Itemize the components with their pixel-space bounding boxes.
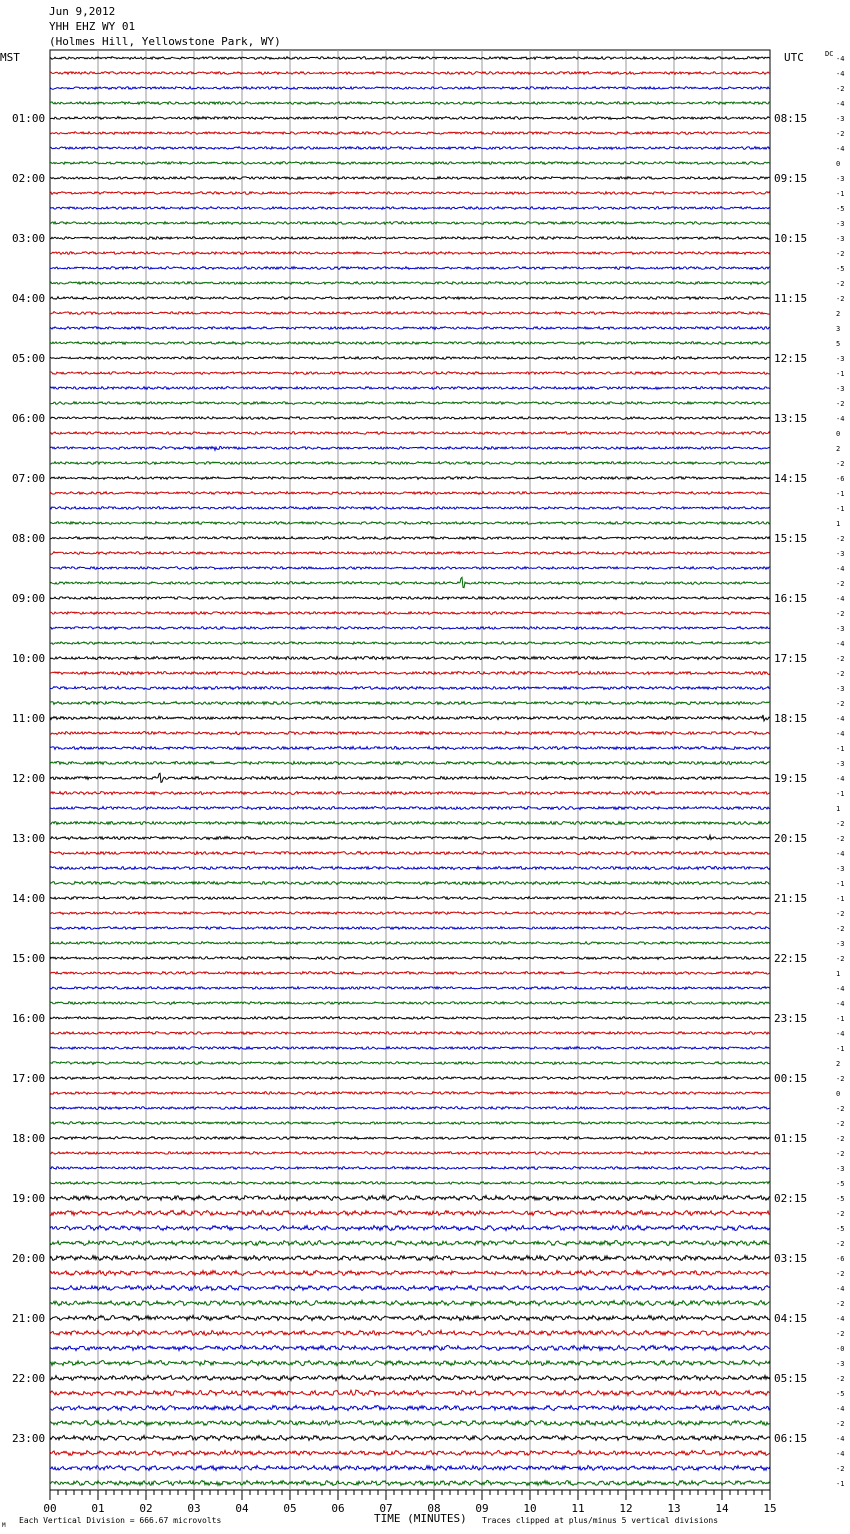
dc-offset-label: -2 xyxy=(836,1240,845,1248)
clip-note: Traces clipped at plus/minus 5 vertical divisions xyxy=(482,1516,719,1525)
seismic-trace xyxy=(50,417,770,420)
seismic-trace xyxy=(50,597,770,600)
dc-offset-label: -4 xyxy=(836,1405,845,1413)
seismic-trace xyxy=(50,642,770,645)
mst-hour-label: 06:00 xyxy=(12,412,46,425)
utc-hour-label: 14:15 xyxy=(774,472,808,485)
dc-offset-label: -0 xyxy=(836,1345,845,1353)
dc-offset-label: 1 xyxy=(836,970,841,978)
x-tick-label: 03 xyxy=(187,1502,201,1515)
dc-offset-label: 1 xyxy=(836,520,841,528)
seismic-trace xyxy=(50,1225,770,1230)
seismic-trace xyxy=(50,1360,770,1365)
utc-hour-label: 15:15 xyxy=(774,532,808,545)
seismic-trace xyxy=(50,1032,770,1035)
seismic-trace xyxy=(50,1092,770,1095)
dc-offset-label: -2 xyxy=(836,700,845,708)
seismic-trace xyxy=(50,1017,770,1020)
dc-offset-label: -4 xyxy=(836,1000,845,1008)
station-location: (Holmes Hill, Yellowstone Park, WY) xyxy=(49,35,281,48)
utc-hour-label: 23:15 xyxy=(774,1012,808,1025)
seismic-trace xyxy=(50,117,770,120)
seismic-trace xyxy=(50,1047,770,1050)
dc-offset-label: -3 xyxy=(836,385,845,393)
dc-offset-label: -3 xyxy=(836,235,845,243)
dc-offset-label: -2 xyxy=(836,1075,845,1083)
x-tick-label: 11 xyxy=(571,1502,585,1515)
dc-offset-label: -2 xyxy=(836,1300,845,1308)
dc-offset-label: -4 xyxy=(836,1450,845,1458)
mst-hour-label: 12:00 xyxy=(12,772,46,785)
x-tick-label: 09 xyxy=(475,1502,489,1515)
seismic-trace xyxy=(50,1375,770,1380)
seismic-trace xyxy=(50,627,770,630)
utc-hour-label: 11:15 xyxy=(774,292,808,305)
utc-hour-label: 09:15 xyxy=(774,172,808,185)
dc-offset-label: -2 xyxy=(836,1420,845,1428)
dc-offset-label: -4 xyxy=(836,775,845,783)
dc-offset-label: -1 xyxy=(836,1045,845,1053)
dc-offset-label: -1 xyxy=(836,880,845,888)
x-tick-label: 02 xyxy=(139,1502,153,1515)
seismic-trace xyxy=(50,477,770,480)
x-tick-label: 12 xyxy=(619,1502,633,1515)
dc-offset-label: -4 xyxy=(836,145,845,153)
seismic-trace xyxy=(50,177,770,180)
seismic-trace xyxy=(50,792,770,795)
x-tick-label: 05 xyxy=(283,1502,297,1515)
seismic-trace xyxy=(50,72,770,75)
seismic-trace xyxy=(50,1480,770,1485)
dc-offset-label: -3 xyxy=(836,220,845,228)
dc-offset-label: -2 xyxy=(836,1210,845,1218)
dc-offset-label: -3 xyxy=(836,625,845,633)
seismic-trace xyxy=(50,1077,770,1080)
x-tick-label: 01 xyxy=(91,1502,105,1515)
dc-offset-label: -4 xyxy=(836,985,845,993)
dc-offset-label: -2 xyxy=(836,955,845,963)
mst-hour-label: 20:00 xyxy=(12,1252,46,1265)
seismic-trace xyxy=(50,357,770,360)
dc-offset-label: -2 xyxy=(836,1135,845,1143)
dc-offset-label: -1 xyxy=(836,745,845,753)
seismic-trace xyxy=(50,686,770,689)
seismic-trace xyxy=(50,927,770,930)
dc-offset-label: 2 xyxy=(836,445,841,453)
dc-offset-label: -4 xyxy=(836,730,845,738)
seismic-trace xyxy=(50,282,770,285)
dc-offset-label: -2 xyxy=(836,280,845,288)
scale-note: Each Vertical Division = 666.67 microvolts xyxy=(19,1516,222,1525)
seismic-trace xyxy=(50,577,770,587)
seismic-trace xyxy=(50,656,770,659)
dc-offset-label: 0 xyxy=(836,160,841,168)
seismic-trace xyxy=(50,987,770,990)
seismic-trace xyxy=(50,402,770,405)
seismic-trace xyxy=(50,835,770,839)
seismic-trace xyxy=(50,132,770,135)
dc-offset-label: -3 xyxy=(836,685,845,693)
seismic-trace xyxy=(50,252,770,255)
x-tick-label: 13 xyxy=(667,1502,681,1515)
seismic-trace xyxy=(50,1330,770,1335)
dc-offset-label: -2 xyxy=(836,670,845,678)
dc-offset-label: -2 xyxy=(836,1150,845,1158)
dc-offset-label: -3 xyxy=(836,115,845,123)
x-axis-title: TIME (MINUTES) xyxy=(374,1512,467,1525)
dc-offset-label: 1 xyxy=(836,805,841,813)
dc-offset-label: -5 xyxy=(836,1180,845,1188)
dc-offset-label: -1 xyxy=(836,1480,845,1488)
dc-offset-label: -5 xyxy=(836,1195,845,1203)
seismic-trace xyxy=(50,342,770,345)
utc-hour-label: 12:15 xyxy=(774,352,808,365)
utc-hour-label: 18:15 xyxy=(774,712,808,725)
utc-hour-label: 16:15 xyxy=(774,592,808,605)
seismic-trace xyxy=(50,897,770,900)
dc-offset-label: 0 xyxy=(836,430,841,438)
dc-offset-label: -2 xyxy=(836,295,845,303)
dc-offset-label: -2 xyxy=(836,1330,845,1338)
dc-offset-label: 3 xyxy=(836,325,841,333)
seismic-trace xyxy=(50,1002,770,1005)
mst-hour-label: 22:00 xyxy=(12,1372,46,1385)
mst-hour-label: 16:00 xyxy=(12,1012,46,1025)
mst-hour-label: 05:00 xyxy=(12,352,46,365)
dc-offset-label: -1 xyxy=(836,1015,845,1023)
seismic-trace xyxy=(50,567,770,570)
x-tick-label: 06 xyxy=(331,1502,345,1515)
seismic-trace xyxy=(50,1122,770,1125)
seismic-trace xyxy=(50,507,770,510)
seismic-trace xyxy=(50,372,770,375)
seismic-trace xyxy=(50,1315,770,1320)
dc-offset-label: -3 xyxy=(836,1165,845,1173)
seismic-trace xyxy=(50,701,770,704)
dc-offset-label: -4 xyxy=(836,55,845,63)
record-date: Jun 9,2012 xyxy=(49,5,116,18)
utc-hour-label: 05:15 xyxy=(774,1372,808,1385)
x-tick-label: 10 xyxy=(523,1502,537,1515)
seismic-trace xyxy=(50,1210,770,1215)
seismic-trace xyxy=(50,1450,770,1455)
mst-hour-label: 21:00 xyxy=(12,1312,46,1325)
seismic-trace xyxy=(50,972,770,975)
seismic-trace xyxy=(50,222,770,225)
seismic-trace xyxy=(50,492,770,495)
dc-offset-label: -1 xyxy=(836,490,845,498)
mst-hour-label: 07:00 xyxy=(12,472,46,485)
utc-hour-label: 13:15 xyxy=(774,412,808,425)
utc-hour-label: 00:15 xyxy=(774,1072,808,1085)
dc-offset-label: -4 xyxy=(836,1030,845,1038)
mst-hour-label: 18:00 xyxy=(12,1132,46,1145)
mst-hour-label: 15:00 xyxy=(12,952,46,965)
seismic-trace xyxy=(50,821,770,824)
dc-offset-label: -5 xyxy=(836,1390,845,1398)
dc-offset-label: -2 xyxy=(836,910,845,918)
mst-hour-label: 11:00 xyxy=(12,712,46,725)
seismic-trace xyxy=(50,267,770,270)
dc-offset-label: -4 xyxy=(836,415,845,423)
utc-hour-label: 03:15 xyxy=(774,1252,808,1265)
seismic-trace xyxy=(50,1255,770,1260)
seismic-trace xyxy=(50,806,770,809)
mst-hour-label: 13:00 xyxy=(12,832,46,845)
seismic-trace xyxy=(50,1465,770,1470)
dc-offset-label: -2 xyxy=(836,460,845,468)
seismic-trace xyxy=(50,1345,770,1350)
seismic-trace xyxy=(50,207,770,210)
utc-hour-label: 04:15 xyxy=(774,1312,808,1325)
dc-offset-label: 5 xyxy=(836,340,841,348)
mst-hour-label: 10:00 xyxy=(12,652,46,665)
dc-offset-label: -2 xyxy=(836,925,845,933)
right-axis-label: UTC xyxy=(784,51,804,64)
utc-hour-label: 02:15 xyxy=(774,1192,808,1205)
seismic-trace xyxy=(50,1137,770,1140)
seismic-trace xyxy=(50,1107,770,1110)
dc-offset-label: -1 xyxy=(836,790,845,798)
dc-offset-label: -2 xyxy=(836,1105,845,1113)
dc-offset-label: -4 xyxy=(836,100,845,108)
dc-label: DC xyxy=(825,50,834,58)
dc-offset-label: -2 xyxy=(836,610,845,618)
seismic-trace xyxy=(50,1420,770,1425)
seismic-trace xyxy=(50,446,770,450)
seismic-trace xyxy=(50,671,770,674)
dc-offset-label: -4 xyxy=(836,1315,845,1323)
seismic-trace xyxy=(50,1435,770,1440)
seismic-trace xyxy=(50,881,770,884)
dc-offset-label: -3 xyxy=(836,550,845,558)
dc-offset-label: -4 xyxy=(836,1285,845,1293)
plot-frame xyxy=(50,50,770,1490)
seismic-trace xyxy=(50,297,770,300)
dc-offset-label: -4 xyxy=(836,70,845,78)
seismic-trace xyxy=(50,192,770,195)
utc-hour-label: 06:15 xyxy=(774,1432,808,1445)
seismic-trace xyxy=(50,1062,770,1065)
dc-offset-label: -1 xyxy=(836,370,845,378)
mst-hour-label: 04:00 xyxy=(12,292,46,305)
seismic-trace xyxy=(50,1390,770,1396)
utc-hour-label: 21:15 xyxy=(774,892,808,905)
x-tick-label: 14 xyxy=(715,1502,729,1515)
dc-offset-label: -2 xyxy=(836,85,845,93)
utc-hour-label: 10:15 xyxy=(774,232,808,245)
dc-offset-label: -2 xyxy=(836,535,845,543)
seismic-trace xyxy=(50,866,770,869)
dc-offset-label: -4 xyxy=(836,565,845,573)
mst-hour-label: 01:00 xyxy=(12,112,46,125)
dc-offset-label: -2 xyxy=(836,580,845,588)
mst-hour-label: 14:00 xyxy=(12,892,46,905)
dc-offset-label: -3 xyxy=(836,175,845,183)
dc-offset-label: -4 xyxy=(836,715,845,723)
dc-offset-label: 2 xyxy=(836,1060,841,1068)
dc-offset-label: -2 xyxy=(836,1120,845,1128)
x-tick-label: 15 xyxy=(763,1502,777,1515)
utc-hour-label: 17:15 xyxy=(774,652,808,665)
seismic-trace xyxy=(50,327,770,330)
dc-offset-label: -3 xyxy=(836,865,845,873)
mst-hour-label: 19:00 xyxy=(12,1192,46,1205)
mst-hour-label: 23:00 xyxy=(12,1432,46,1445)
seismic-trace xyxy=(50,1240,770,1245)
left-axis-label: MST xyxy=(0,51,20,64)
dc-offset-label: -2 xyxy=(836,400,845,408)
seismic-trace xyxy=(50,731,770,734)
dc-offset-label: -3 xyxy=(836,1360,845,1368)
mst-hour-label: 09:00 xyxy=(12,592,46,605)
seismic-trace xyxy=(50,1182,770,1185)
dc-offset-label: -5 xyxy=(836,205,845,213)
station-code: YHH EHZ WY 01 xyxy=(49,20,136,33)
dc-offset-label: -3 xyxy=(836,355,845,363)
seismic-trace xyxy=(50,552,770,555)
seismic-trace xyxy=(50,761,770,764)
x-tick-label: 07 xyxy=(379,1502,393,1515)
seismic-trace xyxy=(50,522,770,525)
dc-offset-label: -4 xyxy=(836,850,845,858)
seismic-trace xyxy=(50,912,770,915)
dc-offset-label: -6 xyxy=(836,475,845,483)
dc-offset-label: -1 xyxy=(836,190,845,198)
mst-hour-label: 08:00 xyxy=(12,532,46,545)
seismic-trace xyxy=(50,1195,770,1200)
seismic-trace xyxy=(50,162,770,165)
dc-offset-label: -4 xyxy=(836,1435,845,1443)
mst-hour-label: 02:00 xyxy=(12,172,46,185)
dc-offset-label: -5 xyxy=(836,1225,845,1233)
dc-offset-label: -2 xyxy=(836,1270,845,1278)
seismic-trace xyxy=(50,1270,770,1275)
dc-offset-label: -2 xyxy=(836,130,845,138)
seismic-trace xyxy=(50,715,770,721)
seismic-trace xyxy=(50,237,770,240)
seismic-trace xyxy=(50,942,770,945)
seismic-trace xyxy=(50,147,770,150)
seismic-trace xyxy=(50,462,770,465)
dc-offset-label: -3 xyxy=(836,940,845,948)
dc-offset-label: -1 xyxy=(836,505,845,513)
mst-hour-label: 17:00 xyxy=(12,1072,46,1085)
dc-offset-label: -2 xyxy=(836,250,845,258)
dc-offset-label: -2 xyxy=(836,655,845,663)
seismic-trace xyxy=(50,57,770,60)
seismic-trace xyxy=(50,1285,770,1290)
x-tick-label: 00 xyxy=(43,1502,57,1515)
seismic-trace xyxy=(50,1167,770,1170)
utc-hour-label: 19:15 xyxy=(774,772,808,785)
dc-offset-label: -1 xyxy=(836,895,845,903)
dc-offset-label: -2 xyxy=(836,1465,845,1473)
dc-offset-label: -5 xyxy=(836,265,845,273)
seismic-trace xyxy=(50,773,770,782)
seismic-trace xyxy=(50,102,770,105)
seismic-trace xyxy=(50,1152,770,1155)
dc-offset-label: 0 xyxy=(836,1090,841,1098)
dc-offset-label: -2 xyxy=(836,1375,845,1383)
corner-mark: M xyxy=(2,1522,6,1529)
dc-offset-label: 2 xyxy=(836,310,841,318)
mst-hour-label: 03:00 xyxy=(12,232,46,245)
utc-hour-label: 01:15 xyxy=(774,1132,808,1145)
seismic-trace xyxy=(50,312,770,315)
x-tick-label: 04 xyxy=(235,1502,249,1515)
seismic-trace xyxy=(50,851,770,854)
seismic-trace xyxy=(50,746,770,749)
dc-offset-label: -2 xyxy=(836,835,845,843)
dc-offset-label: -6 xyxy=(836,1255,845,1263)
utc-hour-label: 20:15 xyxy=(774,832,808,845)
dc-offset-label: -3 xyxy=(836,760,845,768)
seismic-trace xyxy=(50,537,770,540)
dc-offset-label: -4 xyxy=(836,640,845,648)
dc-offset-label: -4 xyxy=(836,595,845,603)
seismic-trace xyxy=(50,87,770,90)
x-tick-label: 08 xyxy=(427,1502,441,1515)
seismic-trace xyxy=(50,957,770,960)
seismic-trace xyxy=(50,432,770,435)
dc-offset-label: -2 xyxy=(836,820,845,828)
utc-hour-label: 08:15 xyxy=(774,112,808,125)
seismic-trace xyxy=(50,387,770,390)
seismic-trace xyxy=(50,612,770,615)
seismic-trace xyxy=(50,1405,770,1410)
seismic-trace xyxy=(50,1300,770,1305)
utc-hour-label: 22:15 xyxy=(774,952,808,965)
